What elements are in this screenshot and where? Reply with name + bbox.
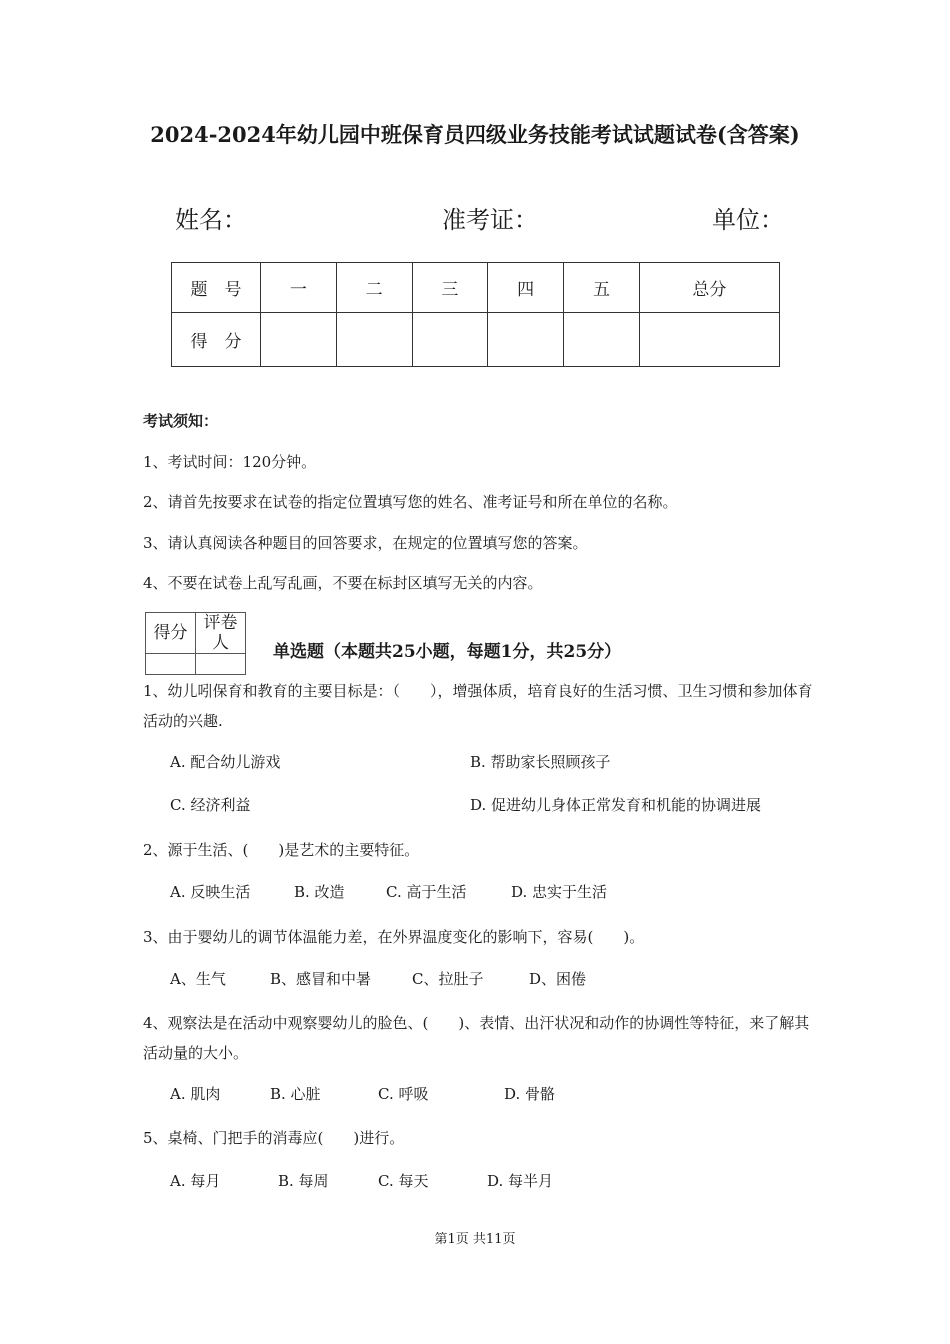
score-header-cell: 一	[261, 263, 337, 313]
note-item: 3、请认真阅读各种题目的回答要求，在规定的位置填写您的答案。	[143, 534, 588, 552]
name-field-label: 姓名：	[175, 206, 247, 234]
grader-reviewer-label: 评卷人	[196, 613, 246, 654]
note-item: 4、不要在试卷上乱写乱画，不要在标封区填写无关的内容。	[143, 574, 543, 592]
score-header-cell: 二	[336, 263, 412, 313]
score-cell[interactable]	[412, 313, 488, 367]
question-2-option-c[interactable]: C. 高于生活	[386, 883, 467, 901]
question-1-option-b[interactable]: B. 帮助家长照顾孩子	[470, 753, 611, 771]
score-cell[interactable]	[336, 313, 412, 367]
score-header-cell: 总分	[639, 263, 779, 313]
note-item: 1、考试时间：120分钟。	[143, 453, 317, 471]
question-4-option-d[interactable]: D. 骨骼	[504, 1085, 556, 1103]
question-5-option-b[interactable]: B. 每周	[278, 1172, 329, 1190]
question-1-option-a[interactable]: A. 配合幼儿游戏	[170, 753, 281, 771]
question-1: 1、幼儿吲保育和教育的主要目标是：（ ），增强体质，培育良好的生活习惯、卫生习惯和参加体育活动的兴趣.	[143, 682, 813, 730]
question-5: 5、桌椅、门把手的消毒应( )进行。	[143, 1129, 405, 1147]
score-header-cell: 三	[412, 263, 488, 313]
exam-id-field-label: 准考证：	[442, 206, 538, 234]
unit-field-label: 单位：	[712, 206, 784, 234]
score-header-label: 题 号	[172, 263, 261, 313]
question-2-option-a[interactable]: A. 反映生活	[170, 883, 251, 901]
question-4-option-b[interactable]: B. 心脏	[270, 1085, 321, 1103]
grader-score-cell[interactable]	[146, 654, 196, 675]
question-5-option-a[interactable]: A. 每月	[170, 1172, 221, 1190]
page-title: 2024-2024年幼儿园中班保育员四级业务技能考试试题试卷(含答案)	[150, 122, 800, 147]
notes-heading: 考试须知：	[143, 412, 219, 430]
score-cell[interactable]	[488, 313, 564, 367]
page-footer: 第1页 共11页	[434, 1232, 516, 1247]
section-title: 单选题（本题共25小题，每题1分，共25分）	[273, 642, 622, 662]
score-row-label: 得 分	[172, 313, 261, 367]
question-3-option-b[interactable]: B、感冒和中暑	[270, 970, 372, 988]
question-3-option-c[interactable]: C、拉肚子	[412, 970, 484, 988]
score-header-cell: 四	[488, 263, 564, 313]
grader-table	[145, 612, 246, 675]
score-cell[interactable]	[564, 313, 640, 367]
question-3-option-a[interactable]: A、生气	[170, 970, 226, 988]
question-5-option-c[interactable]: C. 每天	[378, 1172, 429, 1190]
grader-score-label: 得分	[146, 613, 196, 654]
note-item: 2、请首先按要求在试卷的指定位置填写您的姓名、准考证号和所在单位的名称。	[143, 493, 678, 511]
question-1-option-c[interactable]: C. 经济利益	[170, 796, 251, 814]
question-4-option-a[interactable]: A. 肌肉	[170, 1085, 221, 1103]
question-5-option-d[interactable]: D. 每半月	[487, 1172, 554, 1190]
score-table-score-row	[172, 313, 780, 367]
question-2-option-b[interactable]: B. 改造	[294, 883, 345, 901]
question-1-option-d[interactable]: D. 促进幼儿身体正常发育和机能的协调进展	[470, 796, 762, 814]
question-3-option-d[interactable]: D、困倦	[529, 970, 587, 988]
question-2: 2、源于生活、( )是艺术的主要特征。	[143, 841, 420, 859]
score-cell[interactable]	[261, 313, 337, 367]
question-4: 4、观察法是在活动中观察婴幼儿的脸色、( )、表情、出汗状况和动作的协调性等特征，来了解其活动量的大小。	[143, 1014, 810, 1062]
question-4-option-c[interactable]: C. 呼吸	[378, 1085, 429, 1103]
score-table-header-row	[172, 263, 780, 313]
grader-reviewer-cell[interactable]	[196, 654, 246, 675]
score-header-cell: 五	[564, 263, 640, 313]
score-cell[interactable]	[639, 313, 779, 367]
question-2-option-d[interactable]: D. 忠实于生活	[511, 883, 608, 901]
score-table	[171, 262, 780, 367]
question-3: 3、由于婴幼儿的调节体温能力差，在外界温度变化的影响下，容易( )。	[143, 928, 645, 946]
